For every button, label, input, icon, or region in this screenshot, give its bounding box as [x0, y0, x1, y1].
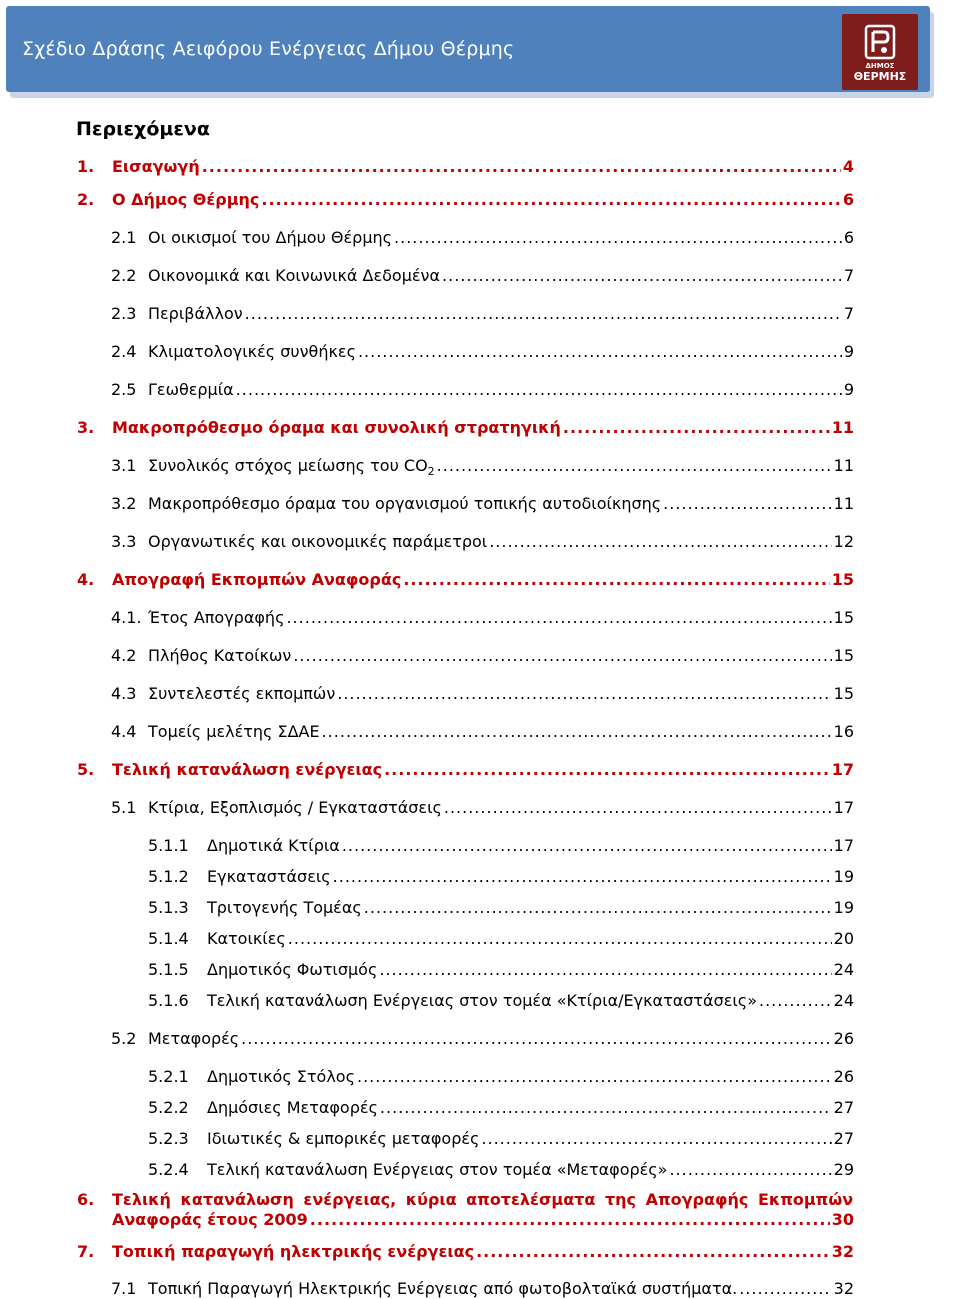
toc-leader [322, 722, 832, 741]
toc-text: Απογραφή Εκπομπών Αναφοράς [112, 570, 402, 589]
toc-leader [293, 646, 831, 665]
toc-page: 26 [833, 1067, 854, 1086]
toc-page: 7 [843, 266, 854, 285]
toc-text: Ο Δήμος Θέρμης [112, 190, 260, 209]
toc-number: 5.1.4 [148, 929, 189, 948]
toc-leader [245, 304, 842, 323]
toc-page: 9 [843, 380, 854, 399]
toc-page: 26 [833, 1029, 854, 1048]
toc-entry-2-2[interactable] [0, 266, 960, 285]
toc-number: 5.1.1 [148, 836, 189, 855]
logo-small-text: ΔΗΜΟΣ [865, 62, 895, 70]
toc-number: 4.4 [111, 722, 137, 741]
toc-number: 2.1 [111, 228, 137, 247]
toc-number: 5.2 [111, 1029, 137, 1048]
toc-text: Τοπική παραγωγή ηλεκτρικής ενέργειας [112, 1242, 475, 1261]
toc-entry-7-1[interactable] [0, 1279, 960, 1298]
toc-page: 15 [833, 608, 854, 627]
toc-subscript: 2 [427, 465, 435, 479]
toc-entry-3-1[interactable] [0, 456, 960, 478]
toc-text: Έτος Απογραφής [148, 608, 285, 627]
toc-leader [489, 532, 831, 551]
toc-number: 3.1 [111, 456, 137, 475]
toc-leader [288, 929, 832, 948]
toc-page: 19 [833, 867, 854, 886]
toc-number: 1. [77, 157, 95, 176]
toc-leader [739, 1279, 831, 1298]
toc-entry-4[interactable] [0, 570, 960, 589]
toc-leader [437, 456, 832, 475]
toc-number: 7.1 [111, 1279, 137, 1298]
toc-entry-4-3[interactable] [0, 684, 960, 703]
toc-number: 2.2 [111, 266, 137, 285]
toc-entry-5-1-3[interactable] [0, 898, 960, 917]
municipality-logo [842, 14, 918, 90]
toc-leader [380, 1098, 832, 1117]
document-header [6, 6, 930, 92]
logo-name-text: ΘΕΡΜΗΣ [853, 70, 907, 83]
toc-entry-3-2[interactable] [0, 494, 960, 513]
toc-entry-5-1[interactable] [0, 798, 960, 817]
toc-text: Κτίρια, Εξοπλισμός / Εγκαταστάσεις [148, 798, 442, 817]
toc-leader [669, 1160, 831, 1179]
toc-page: 6 [842, 190, 854, 209]
toc-number: 3.3 [111, 532, 137, 551]
toc-leader [481, 1129, 831, 1148]
toc-text: Τελική κατανάλωση ενέργειας, κύρια αποτελέσματα της Απογραφής Εκπομπών [112, 1190, 854, 1209]
toc-number: 5.2.4 [148, 1160, 189, 1179]
toc-number: 2.3 [111, 304, 137, 323]
toc-entry-4-4[interactable] [0, 722, 960, 741]
toc-number: 5.1.5 [148, 960, 189, 979]
toc-leader [358, 342, 842, 361]
toc-entry-5-2-3[interactable] [0, 1129, 960, 1148]
toc-entry-2[interactable] [0, 190, 960, 209]
toc-text-with-subscript [148, 456, 435, 478]
toc-number: 2.5 [111, 380, 137, 399]
toc-number: 5.2.2 [148, 1098, 189, 1117]
toc-text: Πλήθος Κατοίκων [148, 646, 292, 665]
toc-number: 3.2 [111, 494, 137, 513]
toc-text: Γεωθερμία [148, 380, 234, 399]
toc-entry-5-1-1[interactable] [0, 836, 960, 855]
toc-text: Τελική κατανάλωση ενέργειας [112, 760, 383, 779]
toc-entry-5-2[interactable] [0, 1029, 960, 1048]
toc-entry-3-3[interactable] [0, 532, 960, 551]
toc-page: 24 [833, 991, 854, 1010]
toc-number: 7. [77, 1242, 95, 1261]
toc-page: 20 [833, 929, 854, 948]
toc-entry-3[interactable] [0, 418, 960, 437]
toc-page: 11 [833, 456, 854, 475]
toc-text: Μακροπρόθεσμο όραμα και συνολική στρατηγική [112, 418, 561, 437]
toc-text-line-2-row [0, 1210, 960, 1229]
toc-leader [241, 1029, 831, 1048]
toc-page: 15 [833, 646, 854, 665]
toc-entry-7[interactable] [0, 1242, 960, 1261]
toc-text: Τελική κατανάλωση Ενέργειας στον τομέα «Μεταφορές» [207, 1160, 668, 1179]
toc-text: Δημοτικός Στόλος [207, 1067, 355, 1086]
toc-leader [342, 836, 832, 855]
toc-page: 15 [831, 570, 854, 589]
toc-page: 4 [842, 157, 854, 176]
toc-page: 9 [843, 342, 854, 361]
toc-number: 4.3 [111, 684, 137, 703]
toc-text: Αναφοράς έτους 2009 [112, 1210, 308, 1229]
toc-entry-5-2-1[interactable] [0, 1067, 960, 1086]
toc-text: Δημοτικά Κτίρια [207, 836, 340, 855]
toc-number: 3. [77, 418, 95, 437]
toc-number: 4.1. [111, 608, 142, 627]
toc-entry-5[interactable] [0, 760, 960, 779]
toc-page: 17 [831, 760, 854, 779]
toc-text: Κατοικίες [207, 929, 286, 948]
toc-text: Δημόσιες Μεταφορές [207, 1098, 378, 1117]
toc-number: 6. [77, 1190, 95, 1209]
toc-leader [403, 570, 829, 589]
toc-text: Ιδιωτικές & εμπορικές μεταφορές [207, 1129, 480, 1148]
toc-number: 2.4 [111, 342, 137, 361]
toc-entry-4-1[interactable] [0, 608, 960, 627]
toc-page: 27 [833, 1098, 854, 1117]
toc-leader [476, 1242, 830, 1261]
toc-leader [442, 266, 842, 285]
toc-leader [333, 867, 832, 886]
toc-page: 30 [831, 1210, 854, 1229]
toc-number: 5.1 [111, 798, 137, 817]
toc-entry-2-4[interactable] [0, 342, 960, 361]
toc-leader [310, 1210, 830, 1229]
toc-text: Οικονομικά και Κοινωνικά Δεδομένα [148, 266, 441, 285]
toc-entry-5-1-6[interactable] [0, 991, 960, 1010]
toc-leader [444, 798, 832, 817]
toc-number: 4. [77, 570, 95, 589]
toc-text: Δημοτικός Φωτισμός [207, 960, 378, 979]
toc-leader [379, 960, 831, 979]
toc-entry-5-1-2[interactable] [0, 867, 960, 886]
toc-page: 15 [833, 684, 854, 703]
toc-leader [261, 190, 840, 209]
toc-page: 6 [843, 228, 854, 247]
toc-entry-2-3[interactable] [0, 304, 960, 323]
toc-text: Συνολικός στόχος μείωσης του CO [148, 456, 428, 475]
toc-number: 5.2.1 [148, 1067, 189, 1086]
toc-leader [337, 684, 831, 703]
toc-page: 27 [833, 1129, 854, 1148]
toc-text: Τελική κατανάλωση Ενέργειας στον τομέα «Κτίρια/Εγκαταστάσεις» [207, 991, 757, 1010]
toc-entry-4-2[interactable] [0, 646, 960, 665]
toc-leader [759, 991, 832, 1010]
toc-leader [236, 380, 842, 399]
toc-leader [357, 1067, 832, 1086]
toc-leader [384, 760, 830, 779]
toc-page: 24 [833, 960, 854, 979]
toc-text: Εισαγωγή [112, 157, 200, 176]
toc-number: 5.2.3 [148, 1129, 189, 1148]
toc-leader [364, 898, 832, 917]
toc-entry-2-1[interactable] [0, 228, 960, 247]
toc-text: Μεταφορές [148, 1029, 240, 1048]
toc-leader [286, 608, 831, 627]
toc-leader [202, 157, 841, 176]
toc-text: Κλιματολογικές συνθήκες [148, 342, 356, 361]
toc-number: 4.2 [111, 646, 137, 665]
toc-text: Εγκαταστάσεις [207, 867, 331, 886]
toc-number: 5.1.2 [148, 867, 189, 886]
toc-page: 32 [831, 1242, 854, 1261]
toc-leader [563, 418, 830, 437]
toc-text: Τομείς μελέτης ΣΔΑΕ [148, 722, 320, 741]
toc-page: 11 [833, 494, 854, 513]
toc-number: 5.1.6 [148, 991, 189, 1010]
toc-text: Περιβάλλον [148, 304, 243, 323]
toc-page: 12 [833, 532, 854, 551]
toc-text: Συντελεστές εκπομπών [148, 684, 336, 703]
toc-entry-1[interactable] [0, 157, 960, 176]
toc-page: 11 [831, 418, 854, 437]
toc-text: Τοπική Παραγωγή Ηλεκτρικής Ενέργειας από φωτοβολταϊκά συστήματα. [148, 1279, 738, 1298]
toc-leader [394, 228, 842, 247]
toc-page: 17 [833, 836, 854, 855]
toc-text-line-1 [112, 1190, 854, 1209]
toc-number: 2. [77, 190, 95, 209]
toc-text: Τριτογενής Τομέας [207, 898, 362, 917]
toc-text: Οι οικισμοί του Δήμου Θέρμης [148, 228, 393, 247]
header-title: Σχέδιο Δράσης Αειφόρου Ενέργειας Δήμου Θέρμης [22, 38, 515, 60]
toc-entry-5-2-4[interactable] [0, 1160, 960, 1179]
toc-page: 19 [833, 898, 854, 917]
toc-page: 32 [833, 1279, 854, 1298]
toc-entry-5-1-4[interactable] [0, 929, 960, 948]
toc-page: 29 [833, 1160, 854, 1179]
toc-page: 17 [833, 798, 854, 817]
logo-emblem-icon [864, 24, 896, 60]
toc-entry-5-1-5[interactable] [0, 960, 960, 979]
toc-number: 5.1.3 [148, 898, 189, 917]
toc-leader [663, 494, 831, 513]
toc-entry-5-2-2[interactable] [0, 1098, 960, 1117]
toc-text: Μακροπρόθεσμο όραμα του οργανισμού τοπικής αυτοδιοίκησης [148, 494, 662, 513]
toc-page: 16 [833, 722, 854, 741]
toc-page: 7 [843, 304, 854, 323]
toc-number: 5. [77, 760, 95, 779]
toc-title: Περιεχόμενα [76, 118, 210, 140]
toc-text: Οργανωτικές και οικονομικές παράμετροι [148, 532, 488, 551]
toc-entry-2-5[interactable] [0, 380, 960, 399]
